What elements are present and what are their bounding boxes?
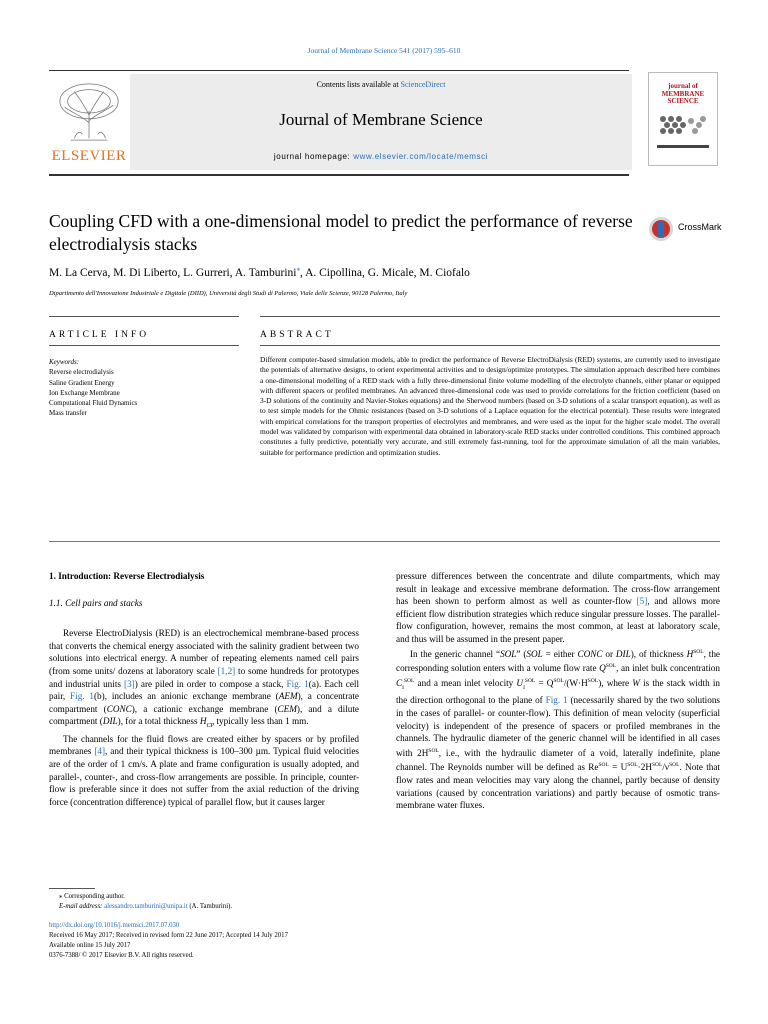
keyword-item: Ion Exchange Membrane — [49, 388, 120, 397]
journal-homepage — [130, 152, 632, 161]
footnote — [49, 892, 369, 912]
elsevier-wordmark: ELSEVIER — [51, 148, 127, 164]
section-heading: 1. Introduction: Reverse Electrodialysis — [49, 571, 205, 581]
email-line: E-mail address: alessandro.tamburini@unipa.it (A. Tamburini). — [59, 903, 233, 910]
citation-link[interactable]: [5] — [636, 596, 648, 607]
body-paragraph: Reverse ElectroDialysis (RED) is an electrochemical membrane-based process that converts the chemical energy associated with the salinity gradient between two solutions into electrical energy. A number of repeating elements named cell pairs (from some units/ dozens at laboratory scale [1,2] to some hundreds for prototypes and industrial units [3]) are piled in order to compose a stack, Fig. 1(a). Each cell pair, Fig. 1(b), includes an anionic exchange membrane (AEM), a concentrate compartment (CONC), a cationic exchange membrane (CEM), and a dilute compartment (DIL), for a total thickness $H_{CP}$ typically less than 1 mm. — [49, 628, 360, 730]
elsevier-tree-logo — [50, 78, 128, 146]
body-paragraph: The channels for the fluid flows are created either by spacers or by profiled membranes [4], and their typical thickness is 100–300 µm. Typical fluid velocities are of the order of 1 cm/s. A plate and frame configuration is usually adopted, and parallel-, counter-, and cross-flow arrangements are possible. In principle, counter-flow is preferable since it does not suffer from the axial reduction of the driving force (concentration difference) typical of parallel flow, but it causes larger — [49, 733, 359, 807]
body-left-column — [49, 570, 359, 808]
figure-link[interactable]: Fig. 1 — [545, 695, 568, 706]
sciencedirect-link[interactable]: ScienceDirect — [400, 80, 446, 89]
homepage-link[interactable]: www.elsevier.com/locate/memsci — [353, 152, 489, 161]
crossmark-icon — [648, 215, 674, 243]
keyword-item: Computational Fluid Dynamics — [49, 399, 138, 408]
header-bottom-rule — [49, 174, 629, 176]
copyright: 0376-7388/ © 2017 Elsevier B.V. All rights reserved. — [49, 952, 194, 959]
doi-link[interactable]: http://dx.doi.org/10.1016/j.memsci.2017.07.030 — [49, 922, 180, 929]
corresponding-author-note: ⁎ Corresponding author. — [59, 893, 125, 900]
contents-line — [130, 80, 632, 89]
authors-line — [49, 265, 729, 279]
footnote-rule — [49, 888, 95, 889]
authors-rest: , A. Cipollina, G. Micale, M. Ciofalo — [299, 266, 470, 279]
crossmark-label: CrossMark — [678, 222, 722, 232]
abstract-heading: ABSTRACT — [260, 330, 334, 340]
cover-graphic — [655, 111, 711, 141]
contents-prefix: Contents lists available at — [316, 80, 401, 89]
abstract-bottom-rule — [260, 345, 720, 346]
citation-link[interactable]: [3] — [124, 678, 135, 689]
body-right-column — [396, 570, 720, 812]
homepage-prefix: journal homepage: — [273, 152, 354, 161]
abstract-bottom-divider — [49, 541, 720, 542]
journal-reference[interactable]: Journal of Membrane Science 541 (2017) 595–610 — [307, 46, 461, 55]
body-paragraph: pressure differences between the concentrate and dilute compartments, which may result in leakage and excessive membrane deformation. The cross-flow arrangement has been shown to perform almost as well as counter-flow [5], and allows more efficient flow distribution strategies which reduce singular pressure losses. The parallel-flow configuration, however, remains the most common, at least at laboratory scale, and thus will be assumed in the present paper. — [396, 571, 720, 644]
journal-cover-thumbnail — [648, 72, 718, 166]
subsection-heading: 1.1. Cell pairs and stacks — [49, 597, 143, 608]
article-info-heading: ARTICLE INFO — [49, 330, 150, 340]
cover-title: journal of MEMBRANE SCIENCE — [661, 82, 705, 105]
keyword-item: Mass transfer — [49, 409, 87, 418]
body-paragraph: In the generic channel “SOL” (SOL = either CONC or DIL), of thickness $H^{SOL}$, the corresponding solution enters with a volume flow rate $Q^{SOL}$, an inlet bulk concentration $C_I^{SOL}$ and a mean inlet velocity $U_I^{SOL} = Q^{SOL}/(W\cdot H^{SOL})$, where W is the stack width in the direction orthogonal to the plane of Fig. 1 (necessarily shared by the two solutions in the cases of parallel- or counter-flow). This definition of mean velocity (superficial velocity) is independent of the presence of spacers or profiled membranes in the channels. The hydraulic diameter of the generic channel will be identified in all cases with $2H^{SOL}$, i.e., with the hydraulic diameter of a void, laterally indefinite, plane channel. The Reynolds number will be defined as $Re^{SOL} = U^{SOL}\cdot 2H^{SOL}/\nu^{SOL}$. Note that flow rates and mean velocities may vary along the channel, partly because of density variations (caused by concentration variations) and partly because of osmotic trans-membrane water fluxes. — [396, 648, 721, 811]
authors-first: M. La Cerva, M. Di Liberto, L. Gurreri, A. Tamburini — [49, 266, 297, 279]
abstract-paragraph: Different computer-based simulation models, able to predict the performance of Reverse ElectroDialysis (RED) systems, are currently used to investigate the potentials of alternative designs, to orient experimental activities and to design/optimize prototypes. The simulation approach described here combines a one-dimensional modelling of a RED stack with a fully three-dimensional finite volume modelling of the electrolyte channels, either planar or equipped with different spacers or profiled membranes. An advanced three-dimensional code was used to provide correlations for the friction coefficient (based on 3-D solutions of the continuity and Navier-Stokes equations) and the Sherwood numbers (based on 3-D solutions of a scalar transport equation), as well as to test simple models for the Ohmic resistances (based on 3-D solutions of a Laplace equation for the electrical potential). These results were integrated with empirical correlations for the transport properties of electrolytes and membranes, and were used as the input for the higher scale model. The overall model was validated by comparison with experimental data obtained in laboratory-scale RED stacks under controlled conditions. This combined approach constitutes a fully predictive, potentially very accurate, and still extremely fast-running, tool for the approximate simulation of all the main variables, suitable for performance prediction and optimization studies. — [260, 355, 720, 457]
abstract-text — [260, 355, 720, 458]
publication-info — [49, 921, 549, 961]
online-date: Available online 15 July 2017 — [49, 942, 131, 949]
keyword-item: Saline Gradient Energy — [49, 378, 115, 387]
keywords-label: Keywords: — [49, 358, 80, 366]
keywords-block — [49, 357, 239, 419]
email-link[interactable]: alessandro.tamburini@unipa.it — [104, 903, 188, 910]
journal-title: Journal of Membrane Science — [279, 110, 483, 129]
citation-link[interactable]: [4] — [94, 746, 106, 757]
figure-link[interactable]: Fig. 1 — [286, 678, 309, 689]
affiliation: Dipartimento dell'Innovazione Industriale e Digitale (DIID), Università degli Studi di Palermo, Viale delle Scienze, 90128 Palermo, Italy — [49, 290, 408, 297]
keyword-item: Reverse electrodialysis — [49, 368, 114, 377]
received-dates: Received 16 May 2017; Received in revised form 22 June 2017; Accepted 14 July 2017 — [49, 932, 288, 939]
crossmark-badge[interactable] — [648, 215, 728, 243]
citation-link[interactable]: [1,2] — [217, 665, 236, 676]
article-info-bottom-rule — [49, 345, 239, 346]
figure-link[interactable]: Fig. 1 — [70, 691, 94, 702]
cover-bar — [657, 145, 709, 148]
article-info-top-rule — [49, 316, 239, 317]
article-title: Coupling CFD with a one-dimensional model to predict the performance of reverse electrodialysis stacks — [49, 211, 633, 254]
header-top-rule — [49, 70, 629, 71]
abstract-top-rule — [260, 316, 720, 317]
corresponding-mark[interactable]: ⁎ — [296, 265, 300, 273]
